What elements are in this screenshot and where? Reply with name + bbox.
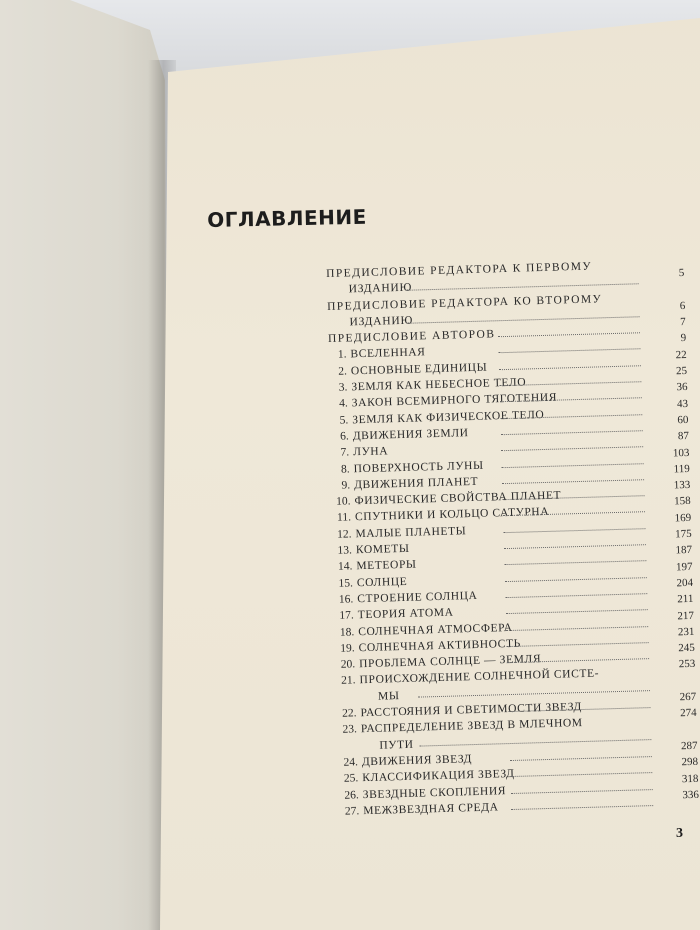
toc-entry-number: 2. bbox=[338, 365, 348, 378]
toc-entry-page: 274 bbox=[679, 707, 697, 720]
toc-entry-number: 26. bbox=[344, 788, 359, 802]
left-page bbox=[0, 0, 168, 930]
toc-entry-page: 267 bbox=[679, 690, 697, 704]
toc-entry-number: 22. bbox=[341, 707, 357, 720]
toc-entry-title: ЛУНА bbox=[353, 445, 389, 459]
dot-leader bbox=[419, 733, 651, 746]
toc-entry-number: 16. bbox=[338, 593, 354, 606]
toc-entry-page: 336 bbox=[682, 788, 700, 802]
dot-leader bbox=[504, 538, 646, 549]
dot-leader bbox=[407, 310, 639, 323]
toc-entry-number: 11. bbox=[336, 511, 352, 525]
toc-entry-page: 197 bbox=[675, 560, 693, 573]
toc-entry-title: ДВИЖЕНИЯ ЗЕМЛИ bbox=[352, 427, 469, 443]
toc-entry-title: СОЛНЕЧНАЯ АТМОСФЕРА bbox=[358, 621, 513, 638]
toc-entry-title: МЕТЕОРЫ bbox=[356, 558, 417, 573]
toc-entry-title: КОМЕТЫ bbox=[355, 542, 410, 557]
toc-entry-number: 24. bbox=[343, 756, 359, 769]
toc-entry-title: ВСЕЛЕННАЯ bbox=[350, 346, 426, 361]
toc-entry-page: 87 bbox=[677, 430, 690, 443]
toc-entry-page: 187 bbox=[675, 544, 693, 557]
toc-entry-title: ПРОБЛЕМА СОЛНЦЕ — ЗЕМЛЯ bbox=[358, 653, 542, 671]
dot-leader bbox=[505, 571, 647, 582]
toc-entry-page: 5 bbox=[678, 266, 685, 280]
toc-entry-page: 318 bbox=[681, 772, 699, 785]
toc-entry-page: 7 bbox=[680, 316, 686, 329]
toc-entry-title: ТЕОРИЯ АТОМА bbox=[357, 606, 454, 622]
dot-leader bbox=[501, 440, 643, 451]
toc-entry-page: 103 bbox=[672, 446, 690, 459]
toc-entry-page: 245 bbox=[678, 641, 695, 655]
toc-entry-title: ЗВЕЗДНЫЕ СКОПЛЕНИЯ bbox=[362, 784, 507, 801]
toc-entry-number: 20. bbox=[340, 658, 356, 671]
dot-leader bbox=[511, 783, 653, 794]
toc-entry-title: ОСНОВНЫЕ ЕДИНИЦЫ bbox=[350, 361, 488, 378]
toc-entry-title: ПРЕДИСЛОВИЕ РЕДАКТОРА КО ВТОРОМУ bbox=[326, 292, 603, 313]
toc-entry-page: 175 bbox=[674, 527, 692, 541]
toc-entry-number: 8. bbox=[340, 462, 350, 476]
toc-entry-number: 18. bbox=[339, 625, 355, 639]
toc-entry-number: 6. bbox=[339, 430, 349, 443]
toc-entry-page: 169 bbox=[674, 511, 692, 525]
page-number: 3 bbox=[676, 826, 683, 841]
dot-leader bbox=[418, 685, 650, 698]
dot-leader bbox=[502, 473, 644, 484]
toc-entry-title: ЗАКОН ВСЕМИРНОГО ТЯГОТЕНИЯ bbox=[351, 391, 558, 410]
toc-entry-title: СОЛНЕЧНАЯ АКТИВНОСТЬ bbox=[358, 637, 521, 655]
toc-entry-title: МЕЖЗВЕЗДНАЯ СРЕДА bbox=[363, 801, 499, 817]
toc-entry-number: 27. bbox=[344, 805, 360, 818]
toc-entry-number: 9. bbox=[341, 479, 351, 492]
toc-entry-number: 10. bbox=[336, 495, 351, 508]
dot-leader bbox=[506, 620, 648, 631]
toc-entry-title: ПРЕДИСЛОВИЕ РЕДАКТОРА К ПЕРВОМУ bbox=[326, 260, 593, 280]
toc-entry-number: 25. bbox=[343, 772, 359, 785]
toc-entry-number: 23. bbox=[342, 723, 358, 737]
toc-entry-title: МАЛЫЕ ПЛАНЕТЫ bbox=[355, 524, 467, 541]
toc-entry-number: 13. bbox=[337, 544, 353, 557]
toc-entry-number: 14. bbox=[337, 560, 353, 574]
toc-entry-number: 15. bbox=[338, 577, 354, 590]
toc-entry-page: 25 bbox=[675, 365, 688, 378]
toc-entry-number: 12. bbox=[336, 528, 352, 541]
toc-entry-number: 3. bbox=[338, 381, 348, 394]
toc-entry-title: СПУТНИКИ И КОЛЬЦО САТУРНА bbox=[354, 506, 550, 524]
dot-leader bbox=[498, 326, 640, 337]
toc-entry-number: 7. bbox=[340, 446, 350, 459]
toc-entry-title-continued: МЫ bbox=[377, 689, 400, 703]
toc-entry-number: 4. bbox=[339, 397, 349, 411]
toc-entry-page: 204 bbox=[676, 576, 694, 590]
toc-entry-title-continued: ИЗДАНИЮ bbox=[348, 281, 413, 296]
toc-entry-page: 133 bbox=[673, 479, 691, 492]
toc-entry-title: ФИЗИЧЕСКИЕ СВОЙСТВА ПЛАНЕТ bbox=[354, 489, 562, 508]
dot-leader bbox=[498, 343, 640, 354]
dot-leader bbox=[504, 555, 646, 566]
toc-entry-page: 119 bbox=[673, 462, 690, 476]
page-title: ОГЛАВЛЕНИЕ bbox=[207, 204, 367, 232]
dot-leader bbox=[502, 457, 644, 468]
dot-leader bbox=[510, 766, 652, 777]
toc-entry-title: СТРОЕНИЕ СОЛНЦА bbox=[357, 589, 478, 606]
toc-entry-number: 21. bbox=[341, 674, 356, 688]
toc-entry-page: 60 bbox=[677, 413, 689, 427]
toc-entry-title: СОЛНЦЕ bbox=[356, 575, 408, 589]
dot-leader bbox=[501, 424, 643, 435]
toc-entry-title: ЗЕМЛЯ КАК НЕБЕСНОЕ ТЕЛО bbox=[351, 376, 527, 394]
toc-entry-number: 17. bbox=[339, 609, 354, 622]
toc-entry-page: 36 bbox=[676, 381, 688, 394]
toc-entry-title: ЗЕМЛЯ КАК ФИЗИЧЕСКОЕ ТЕЛО bbox=[352, 408, 545, 426]
toc-entry-title: ПРОИСХОЖДЕНИЕ СОЛНЕЧНОЙ СИСТЕ- bbox=[359, 667, 600, 687]
toc-entry-page: 253 bbox=[678, 658, 696, 671]
toc-entry-page: 9 bbox=[680, 332, 687, 345]
toc-entry-title: РАССТОЯНИЯ И СВЕТИМОСТИ ЗВЕЗД bbox=[360, 701, 583, 720]
table-of-contents bbox=[326, 256, 699, 820]
toc-entry-page: 158 bbox=[674, 495, 691, 508]
toc-entry-title-continued: ИЗДАНИЮ bbox=[349, 314, 414, 329]
toc-entry-page: 6 bbox=[679, 299, 686, 312]
toc-entry-title: ПОВЕРХНОСТЬ ЛУНЫ bbox=[353, 459, 484, 475]
toc-entry-page: 231 bbox=[677, 625, 695, 639]
toc-entry-page: 287 bbox=[680, 739, 698, 753]
dot-leader bbox=[499, 359, 641, 370]
toc-entry-page: 43 bbox=[676, 397, 689, 410]
dot-leader bbox=[506, 603, 648, 614]
toc-entry-page: 211 bbox=[677, 593, 694, 606]
toc-entry-title: ПРЕДИСЛОВИЕ АВТОРОВ bbox=[327, 328, 496, 346]
dot-leader bbox=[511, 799, 653, 810]
toc-entry-title-continued: ПУТИ bbox=[379, 738, 414, 752]
toc-entry-page: 22 bbox=[675, 348, 687, 362]
toc-entry-page: 217 bbox=[677, 609, 695, 622]
toc-entry-number: 1. bbox=[337, 348, 347, 362]
dot-leader bbox=[510, 750, 652, 761]
toc-entry-title: ДВИЖЕНИЯ ПЛАНЕТ bbox=[353, 475, 479, 492]
toc-entry-number: 5. bbox=[339, 414, 349, 427]
toc-entry-page: 298 bbox=[681, 756, 699, 769]
toc-entry-number: 19. bbox=[340, 642, 355, 655]
toc-entry-title: ДВИЖЕНИЯ ЗВЕЗД bbox=[361, 753, 473, 769]
toc-entry-title: КЛАССИФИКАЦИЯ ЗВЕЗД bbox=[362, 768, 515, 785]
dot-leader bbox=[507, 636, 649, 647]
dot-leader bbox=[407, 277, 639, 290]
dot-leader bbox=[505, 587, 647, 598]
toc-entry-title: РАСПРЕДЕЛЕНИЕ ЗВЕЗД В МЛЕЧНОМ bbox=[360, 717, 583, 736]
dot-leader bbox=[503, 522, 645, 533]
